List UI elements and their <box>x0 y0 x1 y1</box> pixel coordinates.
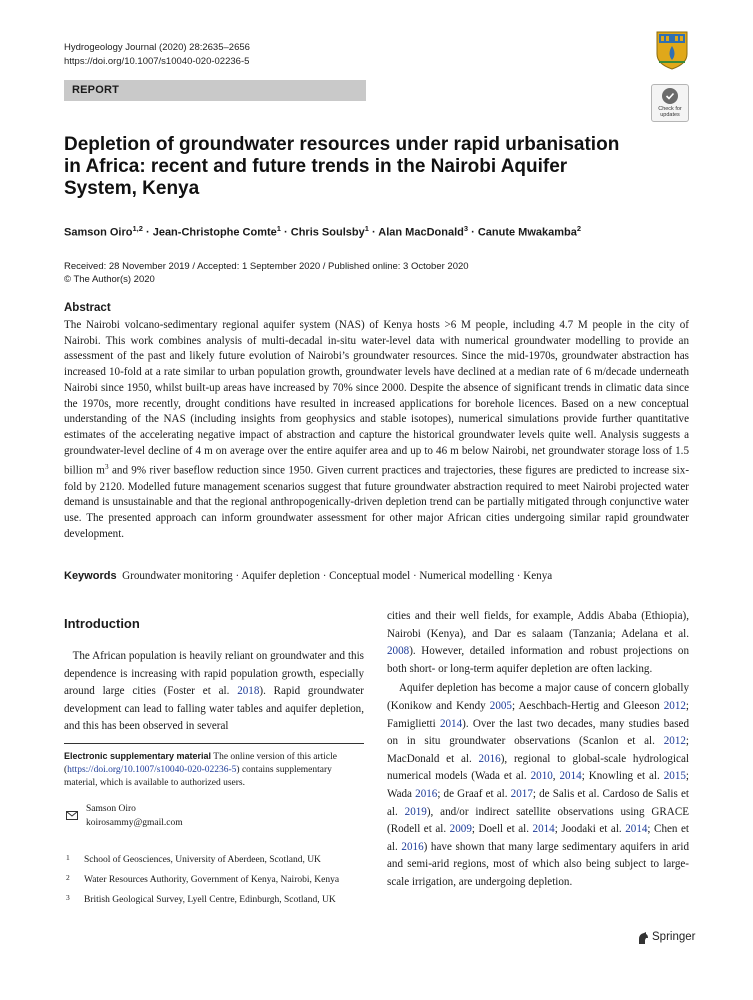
author-name[interactable]: Samson Oiro <box>64 226 133 239</box>
abstract-text: The Nairobi volcano-sedimentary regional aquifer system (NAS) of Kenya hosts >6 M people, including 4.7 M people in the city of Nairobi. This work combines analysis of multi-decadal in-situ water-level data with numerical groundwater modelling to provide an assessment of the past and likely future evolution of Nairobi’s groundwater resources. Since the mid-1970s, groundwater abstraction has increased 10-fold at a rate similar to urban population growth, groundwater levels have declined at a median rate of 6 m/decade underneath Nairobi since 1950, whilst built-up areas have increased by 70% since 2000. Despite the absence of significant trends in climatic data since the 1970s, more recently, drought conditions have resulted in increased applications for borehole licences. Based on a new conceptual understanding of the NAS (including insights from geophysics and stable isotopes), numerical simulations provide further quantitative estimates of the accelerating negative impact of abstraction and capture the historical groundwater levels quite well. Analysis suggests a groundwater-level decline of 4 m on average over the entire aquifer area and up to 46 m below Nairobi, net groundwater storage loss of 1.5 billion $m^3$ and 9% river baseflow reduction since 1950. Given current practices and trajectories, these figures are predicted to increase six-fold by 2120. Modelled future management scenarios suggest that future groundwater abstraction required to meet Nairobi projected water demand is unsustainable and that the regional anthropogenically-driven depletion trend can be partially mitigated through conjunctive water use. The presented approach can inform groundwater assessment for other major African cities undergoing similar rapid groundwater development. <box>64 319 690 540</box>
author-list <box>64 224 684 239</box>
affiliation-text: British Geological Survey, Lyell Centre, Edinburgh, Scotland, UK <box>84 895 336 905</box>
citation-link[interactable]: 2008 <box>387 645 410 658</box>
citation-link[interactable]: 2005 <box>489 699 512 712</box>
author-separator: · <box>284 226 288 239</box>
citation-link[interactable]: 2009 <box>449 823 472 836</box>
supplementary-note: Electronic supplementary material The online version of this article (https://doi.org/10.1007/s10040-020-02236-5) contains supplementary material, which is available to authorized users. <box>64 751 337 788</box>
introduction-paragraph <box>387 680 689 891</box>
keywords-label: Keywords <box>64 570 117 582</box>
author-affiliation-marker: 2 <box>576 224 582 233</box>
publisher-name: Springer <box>652 931 696 943</box>
citation-link[interactable]: 2012 <box>663 699 686 712</box>
author-affiliation-marker: 1,2 <box>132 224 143 233</box>
citation-link[interactable]: 2015 <box>663 770 686 783</box>
keywords-line <box>64 570 689 582</box>
citation-link[interactable]: 2017 <box>510 787 533 800</box>
paragraph-text: ) have shown that many large sedimentary aquifers in arid and semi-arid regions, most of which also being subject to large-scale irrigation, are undergoing depletion. <box>387 840 689 888</box>
citation-link[interactable]: 2014 <box>439 717 463 730</box>
journal-logo-icon <box>655 30 689 70</box>
supplementary-link[interactable]: https://doi.org/10.1007/s10040-020-02236-5 <box>67 765 237 775</box>
citation-link[interactable]: 2016 <box>478 752 501 765</box>
introduction-heading: Introduction <box>64 616 140 631</box>
paragraph-text: ; MacDonald et al. <box>387 735 689 765</box>
paragraph-text: ; Knowling et al. <box>581 770 664 783</box>
author-name[interactable]: Chris Soulsby <box>290 226 365 239</box>
affiliation-number: 3 <box>66 893 70 902</box>
paragraph-text: , <box>552 770 560 783</box>
citation-link[interactable]: 2016 <box>401 840 424 853</box>
citation-link[interactable]: 2014 <box>625 823 648 836</box>
springer-horse-icon <box>636 931 650 945</box>
keywords-list: Groundwater monitoring · Aquifer depletion · Conceptual model · Numerical modelling · Kenya <box>122 570 553 582</box>
crossmark-icon <box>662 88 678 104</box>
paragraph-text: ; Chen et al. <box>387 823 689 853</box>
check-for-updates-badge[interactable] <box>651 84 689 122</box>
paragraph-text: ; Famiglietti <box>387 699 690 730</box>
corresponding-author-email[interactable]: koirosammy@gmail.com <box>86 818 183 828</box>
paragraph-text: ; Joodaki et al. <box>554 823 626 836</box>
author-name[interactable]: Alan MacDonald <box>378 226 464 239</box>
citation-link[interactable]: 2016 <box>415 787 438 800</box>
envelope-icon <box>66 807 78 816</box>
crossmark-label: Check for updates <box>658 106 682 118</box>
paragraph-text: ), regional to global-scale hydrological numerical models (Wada et al. <box>387 752 689 783</box>
introduction-paragraph: cities and their well fields, for example, Addis Ababa (Ethiopia), Nairobi (Kenya), and Dar es salaam (Tanzania; Adelana et al. 2008). However, detailed information and robust projections on both short- or long-term aquifer depletion are often lacking. <box>387 610 689 675</box>
abstract-heading: Abstract <box>64 302 111 314</box>
affiliation-text: School of Geosciences, University of Aberdeen, Scotland, UK <box>84 855 321 865</box>
paragraph-text: ; Doell et al. <box>471 823 533 836</box>
citation-link[interactable]: 2010 <box>530 770 553 783</box>
author-affiliation-marker: 3 <box>463 224 469 233</box>
citation-link[interactable]: 2018 <box>237 685 260 698</box>
citation-link[interactable]: 2012 <box>663 735 686 748</box>
paragraph-text: ; de Graaf et al. <box>437 787 511 800</box>
author-separator: · <box>371 226 376 239</box>
citation-link[interactable]: 2019 <box>404 805 427 818</box>
copyright-notice: © The Author(s) 2020 <box>64 274 155 285</box>
paragraph-text: ), and/or indirect satellite observations using GRACE (Rodell et al. <box>387 805 689 836</box>
affiliation-text: Water Resources Authority, Government of Kenya, Nairobi, Kenya <box>84 875 340 885</box>
affiliation-number: 2 <box>66 873 70 882</box>
affiliation-number: 1 <box>66 853 70 862</box>
paragraph-text: ; Wada <box>387 770 689 800</box>
citation-link[interactable]: 2014 <box>532 823 555 836</box>
author-affiliation-marker: 1 <box>364 224 369 233</box>
author-name[interactable]: Jean-Christophe Comte <box>152 226 277 239</box>
author-affiliation-marker: 1 <box>276 224 281 233</box>
introduction-paragraph: The African population is heavily reliant on groundwater and this dependence is increasing with rapid population growth, especially around large cities (Foster et al. 2018). Rapid groundwater development can lead to falling water tables and aquifer depletion, and this has been observed in several <box>64 650 364 733</box>
paragraph-text: ; Aeschbach-Hertig and Gleeson <box>511 699 664 712</box>
author-separator: · <box>471 226 475 239</box>
paragraph-text: Aquifer depletion has become a major cause of concern globally (Konikow and Kendy <box>387 682 689 712</box>
publication-dates: Received: 28 November 2019 / Accepted: 1 September 2020 / Published online: 3 October 2020 <box>64 261 469 272</box>
citation-link[interactable]: 2014 <box>559 770 582 783</box>
author-name[interactable]: Canute Mwakamba <box>477 226 577 239</box>
journal-citation: Hydrogeology Journal (2020) 28:2635–2656 <box>64 42 250 53</box>
section-label: REPORT <box>72 84 120 96</box>
article-title: Depletion of groundwater resources under rapid urbanisation in Africa: recent and future trends in the Nairobi Aquifer System, Kenya <box>64 134 620 199</box>
author-separator: · <box>145 226 150 239</box>
corresponding-author-name: Samson Oiro <box>86 804 136 814</box>
paragraph-text: ). Over the last two decades, many studies based on in situ groundwater observations (Scanlon et al. <box>387 717 689 748</box>
footnote-divider <box>64 743 364 744</box>
paragraph-text: ; de Salis et al. Cardoso de Salis et al. <box>387 787 689 818</box>
doi-link[interactable]: https://doi.org/10.1007/s10040-020-02236-5 <box>64 56 250 67</box>
introduction-right-column <box>387 608 689 892</box>
